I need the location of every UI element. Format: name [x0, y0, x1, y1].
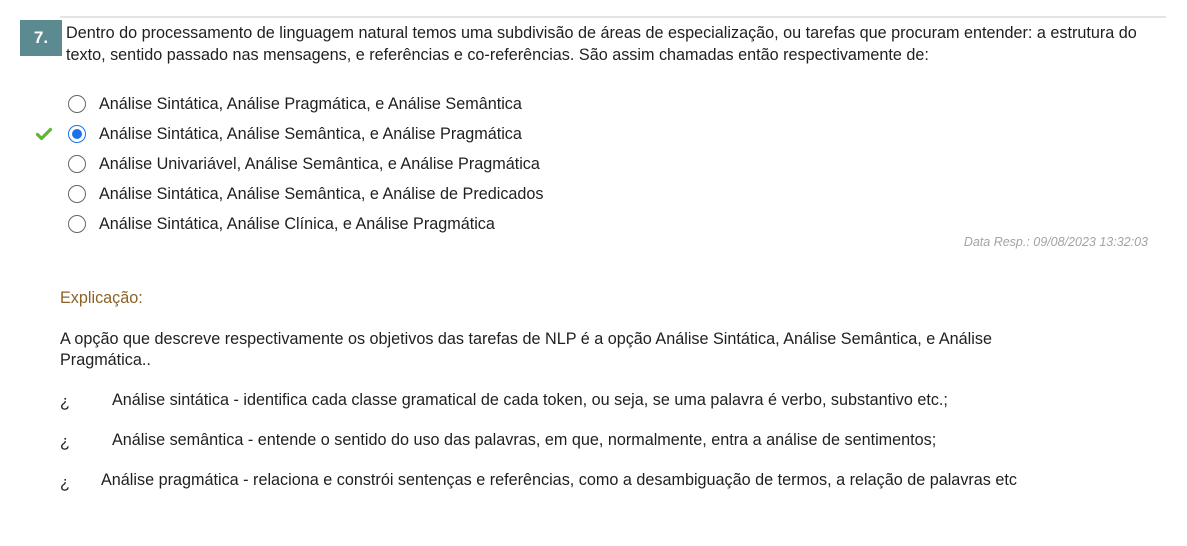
question-text: Dentro do processamento de linguagem natural temos uma subdivisão de áreas de especialização, ou tarefas que procuram entender: a estrutura do texto, sentido passado nas mensagens, e referências e co-referências. São assim chamadas então respectivamente de: [66, 24, 1137, 64]
option-3[interactable] [66, 149, 544, 179]
option-5[interactable] [66, 209, 544, 239]
option-label: Análise Sintática, Análise Semântica, e Análise de Predicados [99, 184, 544, 203]
bullet-text: Análise semântica - entende o sentido do uso das palavras, em que, normalmente, entra a análise de sentimentos; [112, 431, 937, 449]
top-divider [60, 16, 1166, 18]
bullet-marker: ¿ [60, 474, 70, 492]
explanation-title: Explicação: [60, 289, 143, 307]
option-label: Análise Univariável, Análise Semântica, e Análise Pragmática [99, 154, 540, 173]
option-label: Análise Sintática, Análise Clínica, e Análise Pragmática [99, 214, 495, 233]
radio-button[interactable] [68, 155, 86, 173]
option-2[interactable] [66, 119, 544, 149]
radio-button[interactable] [68, 215, 86, 233]
answer-options [66, 89, 544, 239]
checkmark-icon [36, 126, 52, 142]
option-4[interactable] [66, 179, 544, 209]
question-number-badge: 7. [20, 20, 62, 56]
bullet-text: Análise sintática - identifica cada classe gramatical de cada token, ou seja, se uma palavra é verbo, substantivo etc.; [112, 391, 948, 409]
explanation-text: A opção que descreve respectivamente os objetivos das tarefas de NLP é a opção Análise Sintática, Análise Semântica, e Análise Pragmática.. [60, 330, 992, 369]
radio-button[interactable] [68, 185, 86, 203]
response-timestamp: Data Resp.: 09/08/2023 13:32:03 [963, 235, 1148, 249]
radio-button-selected[interactable] [68, 125, 86, 143]
option-label: Análise Sintática, Análise Semântica, e Análise Pragmática [99, 124, 522, 143]
bullet-marker: ¿ [60, 433, 70, 451]
option-label: Análise Sintática, Análise Pragmática, e Análise Semântica [99, 94, 522, 113]
radio-button[interactable] [68, 95, 86, 113]
option-1[interactable] [66, 89, 544, 119]
bullet-marker: ¿ [60, 393, 70, 411]
bullet-text: Análise pragmática - relaciona e constrói sentenças e referências, como a desambiguação de termos, a relação de palavras etc [101, 471, 1017, 489]
